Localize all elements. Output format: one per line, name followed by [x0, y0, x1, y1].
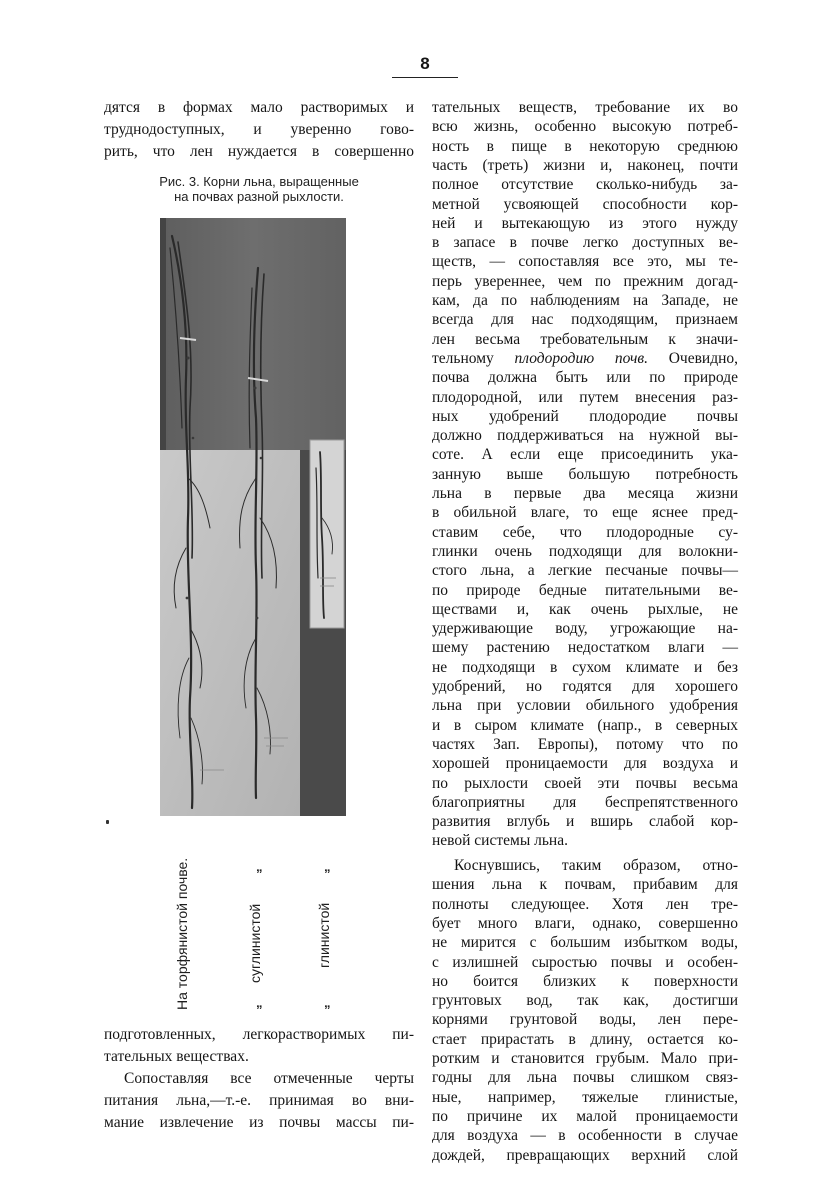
text-line: с излишней сыростью почвы и особен- [432, 953, 738, 971]
ditto-mark: „ [324, 859, 331, 874]
page-number-rule [392, 77, 458, 78]
text-line: занную выше большую потребность [432, 465, 738, 483]
text-line: удерживающие воду, угрожающие на- [432, 620, 738, 638]
text-line: тательных веществ, требование их во [432, 99, 738, 116]
figure-label-clay: глинистой [316, 902, 332, 968]
text-line: ставим себе, что плодородные су- [432, 523, 738, 541]
figure-label-peat: На торфянистой почве. [174, 857, 190, 1010]
text-line: всегда для нас подходящим, признаем [432, 311, 738, 329]
text-line: льна при условии обильного удобрения [432, 697, 738, 715]
text-line: для воздуха — в особенности в случае [432, 1127, 738, 1145]
text-line: ществами и, как очень рыхлые, не [432, 600, 738, 618]
text-line: шему растению недостатком влаги — [432, 639, 738, 657]
text-line: соте. А если еще присоединить ука- [432, 446, 738, 464]
figure-caption-line-2: на почвах разной рыхлости. [174, 189, 344, 204]
text-line: рить, что лен нуждается в совершенно [104, 143, 414, 160]
text-line: удобрений, но годятся для хорошего [432, 678, 738, 695]
text-line: хорошей проницаемости для воздуха и [432, 755, 738, 773]
text-line: Сопоставляя все отмеченные черты [124, 1070, 414, 1087]
text-line: но боится близких к поверхности [432, 972, 738, 990]
text-line: часть (треть) жизни и, наконец, почти [432, 156, 738, 174]
text-line: тельному плодородию почв. Очевидно, [432, 349, 739, 367]
text-line: кам, да по наблюдениям на Западе, не [432, 292, 738, 309]
stray-speck [106, 820, 109, 824]
text-line: бует много влаги, однако, совершенно [432, 914, 738, 932]
figure-label-loam: суглинистой [247, 903, 263, 983]
text-line: почва должна быть или по природе [432, 369, 738, 387]
text-line: ных удобрений плодородие почвы [432, 407, 738, 425]
text-line: не подходящи в сухом климате и без [432, 658, 738, 676]
text-line: грунтовых вод, так как, достигши [432, 992, 738, 1010]
text-line: глинки очень подходящи для волокни- [432, 542, 738, 560]
text-line: мание извлечение из почвы массы пи- [104, 1114, 414, 1131]
text-line: полноты следующее. Хотя лен тре- [432, 895, 738, 913]
text-line: в запасе в почве легко доступных ве- [432, 234, 738, 252]
text-line: Коснувшись, таким образом, отно- [454, 857, 738, 874]
flax-roots-photo-image [160, 218, 346, 816]
text-line: по рыхлости своей эти почвы весьма [432, 774, 738, 792]
text-line: благоприятны для беспрепятственного [432, 793, 738, 811]
text-line: корнями грунтовой воды, лен пере- [432, 1011, 738, 1029]
text-line: плодородной, или путем внесения раз- [432, 388, 738, 406]
text-line: невой системы льна. [432, 832, 568, 850]
text-line: стает прирастать в длину, остается ко- [432, 1030, 738, 1048]
text-line: стого льна, а легкие песчаные почвы— [432, 562, 738, 580]
emphasis-text: плодородию почв. [514, 349, 648, 367]
text-line: ность в пище в некоторую среднюю [432, 137, 738, 155]
text-line: дождей, превращающих верхний слой [432, 1146, 738, 1164]
text-line: шения льна к почвам, прибавим для [432, 876, 738, 894]
text-line: перь увереннее, чем по прежним догад- [432, 272, 738, 290]
text-line: подготовленных, легкорастворимых пи- [104, 1026, 414, 1043]
text-line: труднодоступных, и уверенно гово- [104, 121, 414, 138]
text-line: полное отсутствие сколько-нибудь за- [432, 176, 738, 194]
text-line: дятся в формах мало растворимых и [104, 99, 414, 116]
text-line: развития вглубь и вширь слабой кор- [432, 813, 738, 831]
text-line: годны для льна почвы слишком связ- [432, 1069, 738, 1087]
text-line: по природе бедные питательными ве- [432, 581, 738, 599]
ditto-mark: „ [256, 859, 263, 874]
flax-roots-photo [160, 218, 346, 816]
ditto-mark: „ [324, 995, 331, 1010]
text-line: ротким и становится грубым. Мало при- [432, 1050, 738, 1067]
text-line: не мирится с большим избытком воды, [432, 934, 738, 952]
ditto-mark: „ [256, 995, 263, 1010]
text-line: по причине их малой проницаемости [432, 1107, 738, 1125]
page-number: 8 [420, 54, 430, 73]
text-line: ные, например, тяжелые глинистые, [432, 1088, 738, 1106]
text-line: должно поддерживаться на нужной вы- [432, 427, 738, 445]
text-line: льна в первые два месяца жизни [432, 485, 738, 502]
text-line: лен весьма требовательным к значи- [432, 330, 738, 348]
text-line: всю жизнь, особенно высокую потреб- [432, 118, 738, 136]
text-line: ней и вытекающую из этого нужду [432, 214, 738, 232]
figure-caption [104, 174, 414, 204]
text-line: ществ, — сопоставляя все это, мы те- [432, 253, 738, 271]
text-line: частях Зап. Европы), потому что по [432, 735, 738, 753]
figure-caption-line-1: Рис. 3. Корни льна, выращенные [159, 174, 359, 189]
text-line: и в сыром климате (напр., в северных [432, 716, 738, 734]
text-line: метной усвояющей способности кор- [432, 195, 738, 213]
text-line: питания льна,—т.-е. принимая во вни- [104, 1092, 414, 1109]
text-line: тательных веществах. [104, 1048, 249, 1065]
text-line: в обильной влаге, то еще яснее пред- [432, 504, 738, 522]
